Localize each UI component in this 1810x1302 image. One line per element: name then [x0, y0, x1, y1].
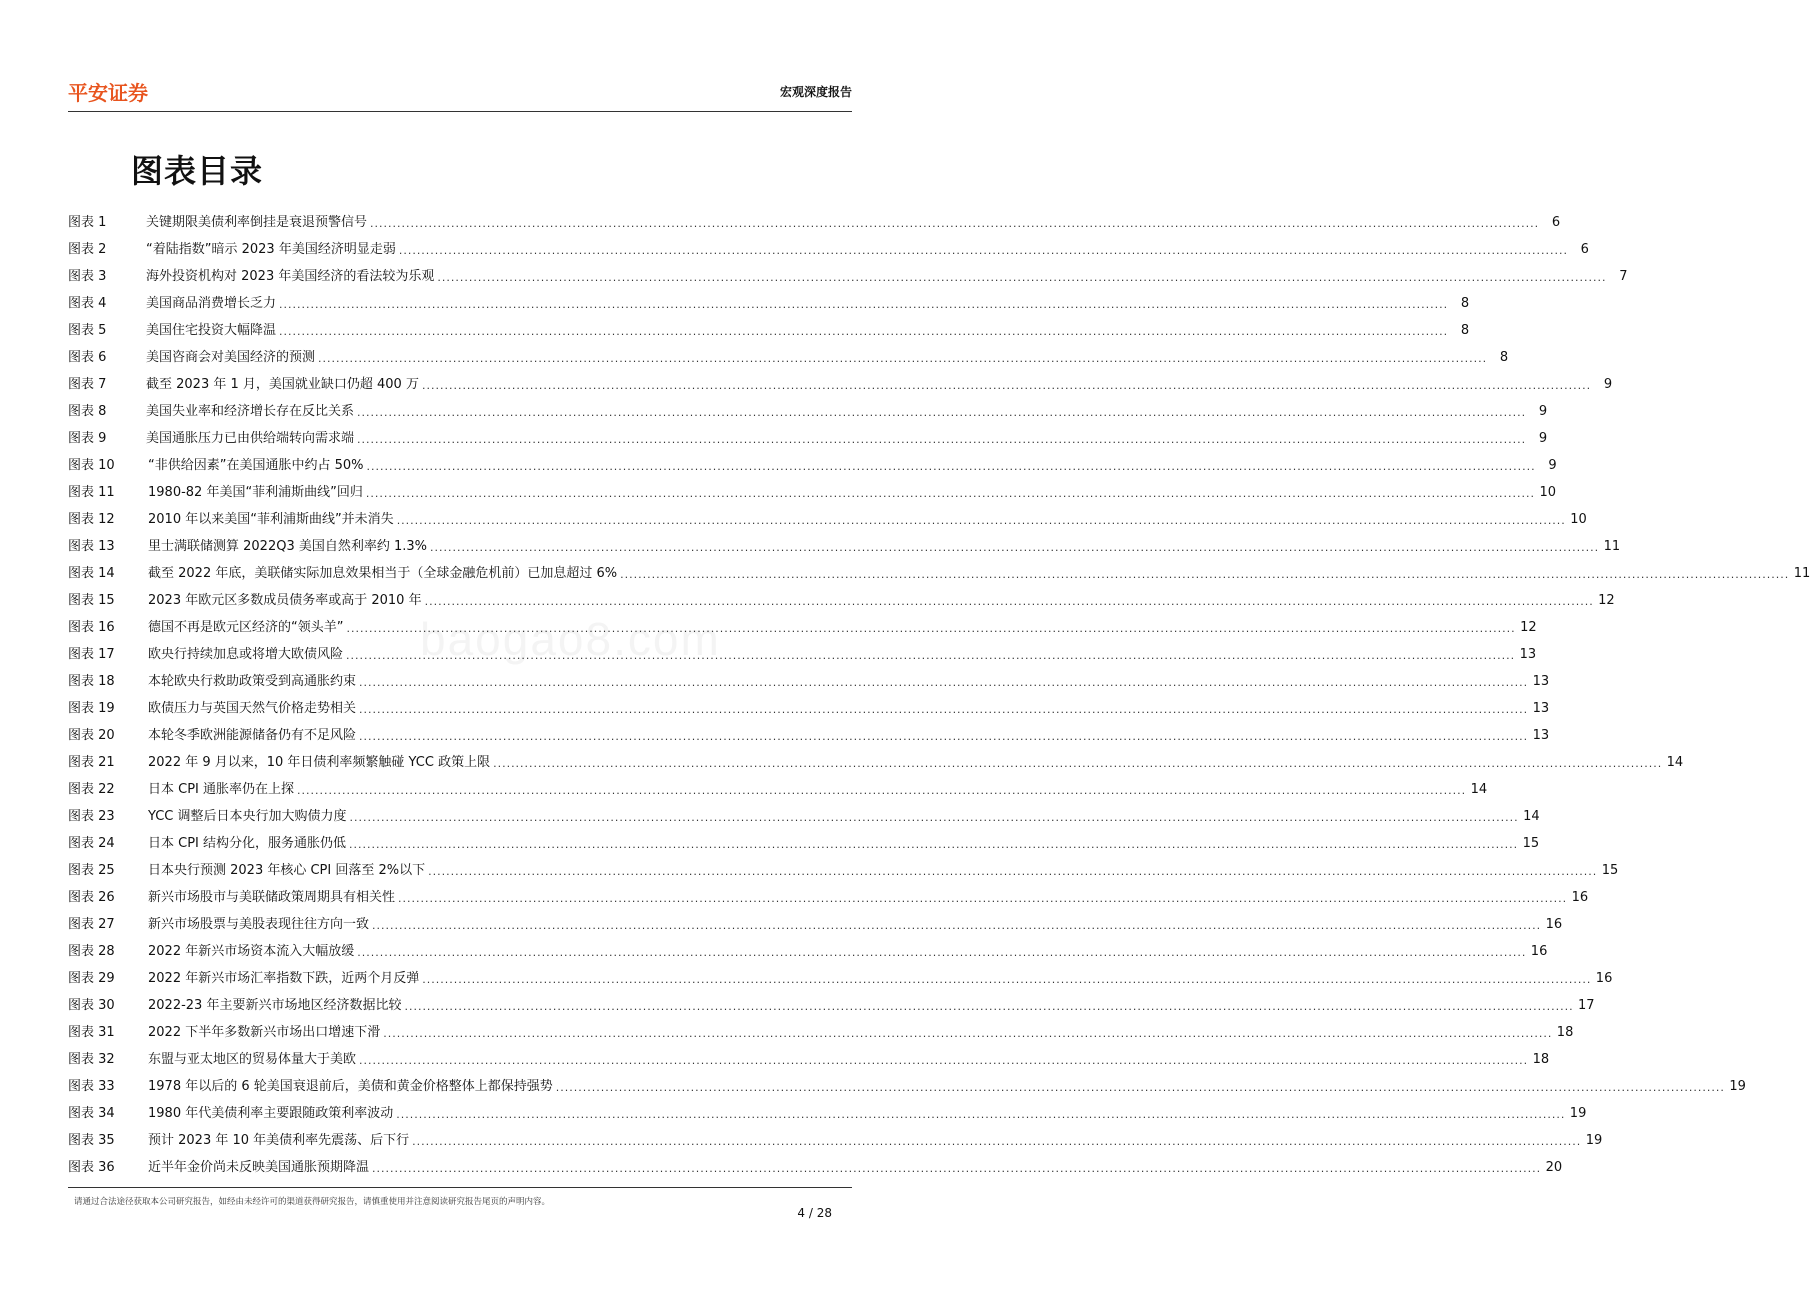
toc-entry-page: 16	[1530, 944, 1548, 959]
toc-entry[interactable]	[68, 1095, 1587, 1122]
toc-entry-page: 19	[1585, 1133, 1603, 1148]
toc-entry-page: 8	[1460, 296, 1470, 311]
toc-entry-title: 美国失业率和经济增长存在反比关系	[146, 404, 355, 419]
toc-entry-page: 9	[1548, 458, 1557, 473]
toc-dot-leader: ....................................................................................................................................................................................................................................................................	[370, 217, 1540, 230]
toc-entry-label: 图表 30	[68, 998, 115, 1013]
toc-entry[interactable]	[68, 1068, 1746, 1095]
toc-entry-label: 图表 10	[68, 458, 115, 473]
toc-entry[interactable]	[68, 879, 1589, 906]
page-title: 图表目录	[131, 152, 264, 190]
toc-entry-label: 图表 33	[68, 1079, 115, 1094]
toc-dot-leader: ....................................................................................................................................................................................................................................................................	[555, 1081, 1725, 1094]
toc-dot-leader: ....................................................................................................................................................................................................................................................................	[359, 676, 1529, 689]
toc-entry-title: 1978 年以后的 6 轮美国衰退前后，美债和黄金价格整体上都保持强势	[148, 1079, 553, 1094]
toc-entry-label: 图表 17	[68, 647, 115, 662]
toc-entry-label: 图表 11	[68, 485, 115, 500]
toc-entry-page: 8	[1499, 350, 1509, 365]
toc-entry-page: 17	[1578, 998, 1595, 1013]
toc-entry-title: 2010 年以来美国“菲利浦斯曲线”并未消失	[148, 512, 394, 527]
toc-entry-label: 图表 3	[68, 269, 107, 284]
toc-dot-leader: ....................................................................................................................................................................................................................................................................	[357, 406, 1527, 419]
toc-dot-leader: ....................................................................................................................................................................................................................................................................	[396, 514, 1566, 527]
toc-entry-page: 10	[1570, 512, 1587, 527]
page-number: 4 / 28	[797, 1206, 832, 1220]
toc-entry-title: 日本 CPI 结构分化，服务通胀仍低	[148, 836, 347, 851]
toc-entry[interactable]	[68, 1014, 1574, 1041]
toc-entry-page: 7	[1619, 269, 1628, 284]
toc-entry-label: 图表 31	[68, 1025, 115, 1040]
toc-entry-title: 近半年金价尚未反映美国通胀预期降温	[148, 1160, 370, 1175]
toc-entry-label: 图表 27	[68, 917, 115, 932]
toc-entry[interactable]	[68, 717, 1550, 744]
toc-dot-leader: ....................................................................................................................................................................................................................................................................	[365, 487, 1536, 500]
toc-entry[interactable]	[68, 960, 1613, 987]
toc-dot-leader: ....................................................................................................................................................................................................................................................................	[428, 865, 1598, 878]
toc-entry[interactable]	[68, 258, 1628, 285]
toc-entry-label: 图表 32	[68, 1052, 115, 1067]
company-logo: 平安证券	[68, 81, 148, 105]
toc-entry-label: 图表 15	[68, 593, 115, 608]
toc-dot-leader: ....................................................................................................................................................................................................................................................................	[430, 541, 1600, 554]
toc-entry-label: 图表 2	[68, 242, 107, 257]
toc-entry-label: 图表 19	[68, 701, 115, 716]
toc-entry-title: 东盟与亚太地区的贸易体量大于美欧	[148, 1052, 357, 1067]
toc-entry-label: 图表 21	[68, 755, 115, 770]
toc-entry-title: 美国通胀压力已由供给端转向需求端	[146, 431, 355, 446]
toc-entry[interactable]	[68, 420, 1548, 447]
toc-dot-leader: ....................................................................................................................................................................................................................................................................	[318, 352, 1488, 365]
toc-dot-leader: ....................................................................................................................................................................................................................................................................	[404, 1000, 1574, 1013]
toc-entry-label: 图表 29	[68, 971, 115, 986]
footer-disclaimer: 请通过合法途径获取本公司研究报告，如经由未经许可的渠道获得研究报告，请慎重使用并注意阅读研究报告尾页的声明内容。	[74, 1197, 551, 1207]
toc-entry-title: 里士满联储测算 2022Q3 美国自然利率约 1.3%	[148, 539, 428, 554]
toc-entry-label: 图表 23	[68, 809, 115, 824]
toc-entry[interactable]	[68, 555, 1810, 582]
toc-entry-label: 图表 4	[68, 296, 107, 311]
toc-entry-label: 图表 12	[68, 512, 115, 527]
toc-entry-title: 2022-23 年主要新兴市场地区经济数据比较	[148, 998, 402, 1013]
toc-entry-label: 图表 16	[68, 620, 115, 635]
toc-entry-page: 13	[1532, 728, 1550, 743]
toc-dot-leader: ....................................................................................................................................................................................................................................................................	[398, 892, 1568, 905]
toc-entry-title: 截至 2023 年 1 月，美国就业缺口仍超 400 万	[146, 377, 419, 392]
toc-entry[interactable]	[68, 906, 1563, 933]
toc-entry[interactable]	[68, 636, 1537, 663]
toc-entry-page: 8	[1460, 323, 1470, 338]
toc-dot-leader: ....................................................................................................................................................................................................................................................................	[422, 973, 1592, 986]
toc-entry-title: 日本 CPI 通胀率仍在上探	[148, 782, 295, 797]
toc-entry-title: “着陆指数”暗示 2023 年美国经济明显走弱	[146, 242, 396, 257]
toc-entry-page: 12	[1598, 593, 1615, 608]
toc-entry-label: 图表 28	[68, 944, 115, 959]
toc-dot-leader: ....................................................................................................................................................................................................................................................................	[359, 703, 1529, 716]
toc-entry-page: 14	[1666, 755, 1684, 770]
toc-entry-page: 10	[1539, 485, 1557, 500]
toc-entry-page: 19	[1569, 1106, 1587, 1121]
toc-entry-label: 图表 22	[68, 782, 115, 797]
toc-entry[interactable]	[68, 852, 1619, 879]
toc-entry-page: 13	[1532, 674, 1550, 689]
toc-entry[interactable]	[68, 771, 1488, 798]
toc-entry-title: 1980 年代美债利率主要跟随政策利率波动	[148, 1106, 394, 1121]
toc-entry-page: 9	[1538, 431, 1548, 446]
toc-entry-page: 16	[1595, 971, 1613, 986]
toc-entry-page: 18	[1556, 1025, 1574, 1040]
toc-entry-title: 美国商品消费增长乏力	[146, 296, 277, 311]
toc-entry-page: 9	[1538, 404, 1548, 419]
toc-entry-title: 关键期限美债利率倒挂是衰退预警信号	[146, 215, 368, 230]
toc-entry-label: 图表 5	[68, 323, 107, 338]
toc-dot-leader: ....................................................................................................................................................................................................................................................................	[493, 757, 1663, 770]
toc-entry[interactable]	[68, 501, 1587, 528]
toc-dot-leader: ....................................................................................................................................................................................................................................................................	[349, 811, 1519, 824]
toc-entry[interactable]	[68, 1122, 1603, 1149]
toc-dot-leader: ....................................................................................................................................................................................................................................................................	[424, 595, 1594, 608]
toc-entry-title: 2022 年 9 月以来，10 年日债利率频繁触碰 YCC 政策上限	[148, 755, 491, 770]
toc-entry-title: 欧央行持续加息或将增大欧债风险	[148, 647, 344, 662]
toc-entry-page: 13	[1519, 647, 1537, 662]
toc-entry[interactable]	[68, 339, 1509, 366]
report-type-label: 宏观深度报告	[779, 85, 852, 99]
toc-entry[interactable]	[68, 825, 1540, 852]
toc-entry-page: 6	[1551, 215, 1561, 230]
toc-dot-leader: ....................................................................................................................................................................................................................................................................	[359, 1054, 1529, 1067]
toc-entry-label: 图表 7	[68, 377, 107, 392]
toc-entry[interactable]	[68, 366, 1613, 393]
toc-entry-label: 图表 24	[68, 836, 115, 851]
toc-entry-label: 图表 1	[68, 215, 107, 230]
toc-dot-leader: ....................................................................................................................................................................................................................................................................	[279, 325, 1449, 338]
page-header	[68, 74, 852, 114]
toc-entry[interactable]	[68, 528, 1621, 555]
toc-dot-leader: ....................................................................................................................................................................................................................................................................	[297, 784, 1467, 797]
toc-dot-leader: ....................................................................................................................................................................................................................................................................	[349, 838, 1519, 851]
table-of-figures	[68, 204, 1810, 1176]
toc-entry-title: 新兴市场股票与美股表现往往方向一致	[148, 917, 370, 932]
toc-entry-label: 图表 35	[68, 1133, 115, 1148]
toc-entry-label: 图表 14	[68, 566, 115, 581]
toc-entry-label: 图表 8	[68, 404, 107, 419]
toc-entry-title: 预计 2023 年 10 年美债利率先震荡、后下行	[148, 1133, 410, 1148]
toc-entry-page: 13	[1532, 701, 1550, 716]
toc-dot-leader: ....................................................................................................................................................................................................................................................................	[398, 244, 1568, 257]
toc-entry[interactable]	[68, 798, 1540, 825]
toc-entry-label: 图表 34	[68, 1106, 115, 1121]
toc-entry-page: 15	[1601, 863, 1619, 878]
toc-entry-label: 图表 26	[68, 890, 115, 905]
toc-dot-leader: ....................................................................................................................................................................................................................................................................	[421, 379, 1592, 392]
toc-entry-page: 11	[1603, 539, 1621, 554]
toc-entry-title: 1980-82 年美国“菲利浦斯曲线”回归	[148, 485, 363, 500]
toc-entry[interactable]	[68, 474, 1557, 501]
toc-entry-label: 图表 6	[68, 350, 107, 365]
toc-entry-title: 2023 年欧元区多数成员债务率或高于 2010 年	[148, 593, 422, 608]
toc-dot-leader: ....................................................................................................................................................................................................................................................................	[346, 649, 1516, 662]
toc-entry[interactable]	[68, 447, 1557, 474]
header-divider	[68, 111, 852, 112]
toc-entry[interactable]	[68, 582, 1615, 609]
toc-entry[interactable]	[68, 987, 1595, 1014]
toc-entry[interactable]	[68, 609, 1537, 636]
toc-entry-page: 20	[1545, 1160, 1563, 1175]
toc-entry-title: 2022 年新兴市场资本流入大幅放缓	[148, 944, 355, 959]
toc-entry-title: 本轮欧央行救助政策受到高通胀约束	[148, 674, 357, 689]
toc-entry-page: 9	[1603, 377, 1613, 392]
toc-entry-label: 图表 18	[68, 674, 115, 689]
toc-entry-title: 海外投资机构对 2023 年美国经济的看法较为乐观	[146, 269, 435, 284]
toc-entry-page: 6	[1580, 242, 1589, 257]
watermark: baogao8.com	[420, 613, 721, 665]
toc-entry-page: 14	[1523, 809, 1540, 824]
toc-entry-title: 新兴市场股市与美联储政策周期具有相关性	[148, 890, 396, 905]
toc-dot-leader: ....................................................................................................................................................................................................................................................................	[279, 298, 1449, 311]
toc-entry-title: 截至 2022 年底，美联储实际加息效果相当于（全球金融危机前）已加息超过 6%	[148, 566, 618, 581]
toc-dot-leader: ....................................................................................................................................................................................................................................................................	[366, 460, 1536, 473]
toc-entry-label: 图表 13	[68, 539, 115, 554]
toc-dot-leader: ....................................................................................................................................................................................................................................................................	[372, 1162, 1542, 1175]
toc-entry-page: 12	[1520, 620, 1537, 635]
toc-entry-title: 德国不再是欧元区经济的“领头羊”	[148, 620, 344, 635]
toc-entry-title: 欧债压力与英国天然气价格走势相关	[148, 701, 357, 716]
toc-entry-label: 图表 25	[68, 863, 115, 878]
toc-entry-page: 16	[1571, 890, 1589, 905]
toc-dot-leader: ....................................................................................................................................................................................................................................................................	[437, 271, 1607, 284]
toc-entry-page: 14	[1470, 782, 1488, 797]
toc-entry-page: 16	[1545, 917, 1563, 932]
toc-entry-title: YCC 调整后日本央行加大购债力度	[148, 809, 347, 824]
toc-entry-page: 19	[1729, 1079, 1746, 1094]
toc-entry[interactable]	[68, 933, 1548, 960]
toc-dot-leader: ....................................................................................................................................................................................................................................................................	[357, 433, 1527, 446]
toc-entry[interactable]	[68, 1149, 1563, 1176]
toc-dot-leader: ....................................................................................................................................................................................................................................................................	[412, 1135, 1582, 1148]
toc-dot-leader: ....................................................................................................................................................................................................................................................................	[346, 622, 1516, 635]
toc-dot-leader: ....................................................................................................................................................................................................................................................................	[383, 1027, 1553, 1040]
toc-entry-title: 本轮冬季欧洲能源储备仍有不足风险	[148, 728, 357, 743]
toc-dot-leader: ....................................................................................................................................................................................................................................................................	[357, 946, 1527, 959]
toc-entry[interactable]	[68, 663, 1550, 690]
toc-entry-label: 图表 36	[68, 1160, 115, 1175]
toc-entry-page: 15	[1522, 836, 1540, 851]
toc-entry[interactable]	[68, 285, 1470, 312]
toc-entry-label: 图表 9	[68, 431, 107, 446]
toc-dot-leader: ....................................................................................................................................................................................................................................................................	[396, 1108, 1566, 1121]
toc-entry[interactable]	[68, 312, 1470, 339]
toc-entry-title: 美国咨商会对美国经济的预测	[146, 350, 316, 365]
toc-entry-title: “非供给因素”在美国通胀中约占 50%	[148, 458, 364, 473]
toc-entry-page: 11	[1793, 566, 1810, 581]
toc-entry[interactable]	[68, 393, 1548, 420]
toc-entry[interactable]	[68, 1041, 1550, 1068]
toc-entry[interactable]	[68, 744, 1684, 771]
toc-entry-page: 18	[1532, 1052, 1550, 1067]
toc-entry-title: 美国住宅投资大幅降温	[146, 323, 277, 338]
footer-divider	[68, 1187, 852, 1188]
toc-dot-leader: ....................................................................................................................................................................................................................................................................	[359, 730, 1529, 743]
toc-entry-title: 2022 下半年多数新兴市场出口增速下滑	[148, 1025, 381, 1040]
toc-entry-label: 图表 20	[68, 728, 115, 743]
toc-dot-leader: ....................................................................................................................................................................................................................................................................	[620, 568, 1790, 581]
toc-entry[interactable]	[68, 231, 1589, 258]
toc-entry-title: 日本央行预测 2023 年核心 CPI 回落至 2%以下	[148, 863, 426, 878]
toc-entry[interactable]	[68, 690, 1550, 717]
toc-entry-title: 2022 年新兴市场汇率指数下跌，近两个月反弹	[148, 971, 420, 986]
toc-entry[interactable]	[68, 204, 1561, 231]
toc-dot-leader: ....................................................................................................................................................................................................................................................................	[372, 919, 1542, 932]
